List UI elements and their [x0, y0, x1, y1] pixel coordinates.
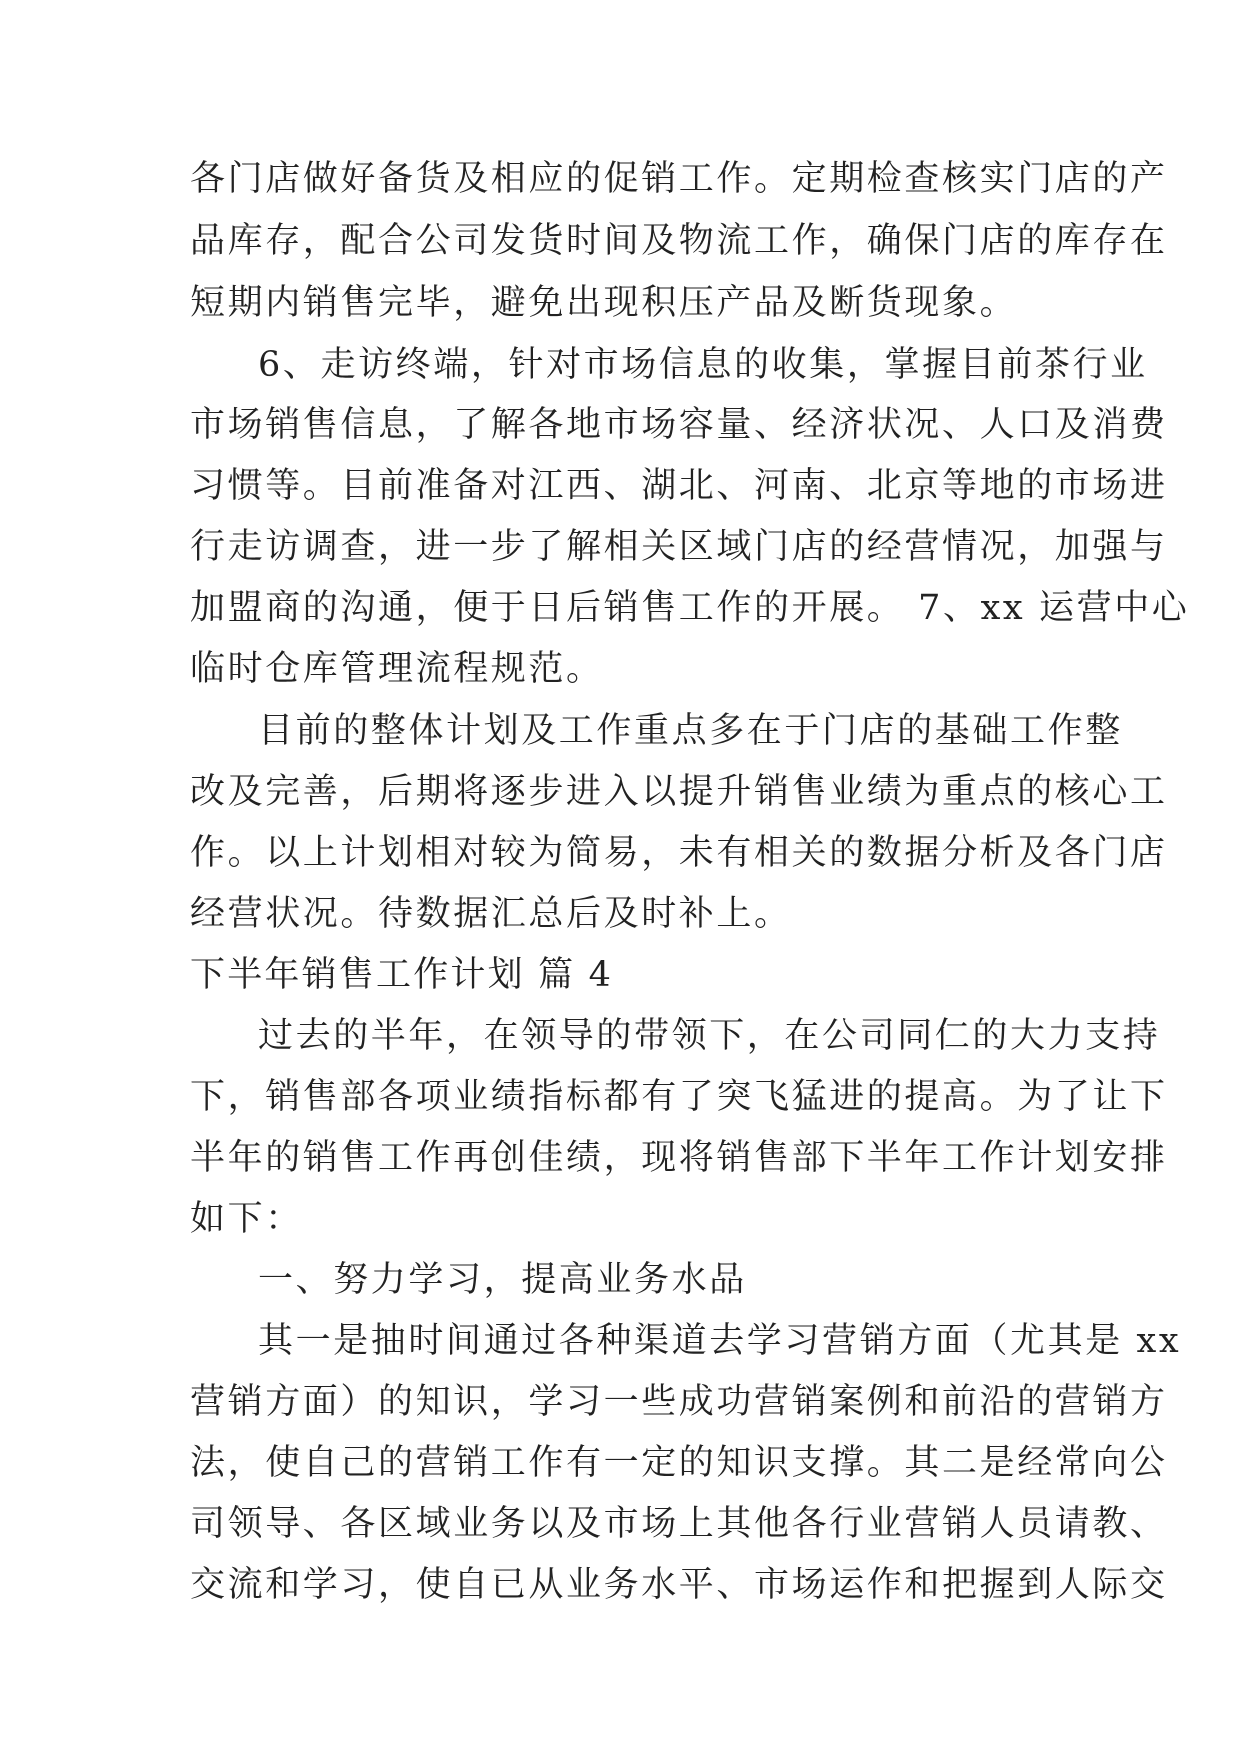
text-line: 其一是抽时间通过各种渠道去学习营销方面（尤其是 xx	[258, 1321, 1182, 1361]
text-line: 各门店做好备货及相应的促销工作。定期检查核实门店的产	[190, 159, 1168, 199]
text-line: 经营状况。待数据汇总后及时补上。	[190, 894, 792, 934]
section-heading: 下半年销售工作计划 篇 4	[190, 955, 614, 995]
text-line: 下，销售部各项业绩指标都有了突飞猛进的提高。为了让下	[190, 1077, 1168, 1117]
text-line: 加盟商的沟通，便于日后销售工作的开展。 7、xx 运营中心	[190, 588, 1190, 628]
text-line: 临时仓库管理流程规范。	[190, 649, 604, 689]
text-line: 作。以上计划相对较为简易，未有相关的数据分析及各门店	[190, 833, 1168, 873]
text-line: 司领导、各区域业务以及市场上其他各行业营销人员请教、	[190, 1504, 1168, 1544]
text-line: 短期内销售完毕，避免出现积压产品及断货现象。	[190, 283, 1018, 323]
text-line: 营销方面）的知识，学习一些成功营销案例和前沿的营销方	[190, 1382, 1168, 1422]
text-line: 行走访调查，进一步了解相关区域门店的经营情况，加强与	[190, 527, 1168, 567]
text-line: 6、走访终端，针对市场信息的收集，掌握目前茶行业	[258, 345, 1148, 385]
text-line: 法，使自己的营销工作有一定的知识支撑。其二是经常向公	[190, 1443, 1168, 1483]
text-line: 目前的整体计划及工作重点多在于门店的基础工作整	[258, 711, 1123, 751]
text-line: 改及完善，后期将逐步进入以提升销售业绩为重点的核心工	[190, 772, 1168, 812]
text-line: 如下：	[190, 1199, 303, 1239]
text-line: 过去的半年，在领导的带领下，在公司同仁的大力支持	[258, 1016, 1161, 1056]
text-line: 市场销售信息，了解各地市场容量、经济状况、人口及消费	[190, 405, 1168, 445]
subsection-heading: 一、努力学习，提高业务水品	[258, 1260, 747, 1300]
text-line: 习惯等。目前准备对江西、湖北、河南、北京等地的市场进	[190, 466, 1168, 506]
text-line: 品库存，配合公司发货时间及物流工作，确保门店的库存在	[190, 221, 1168, 261]
text-line: 交流和学习，使自已从业务水平、市场运作和把握到人际交	[190, 1565, 1168, 1605]
text-line: 半年的销售工作再创佳绩，现将销售部下半年工作计划安排	[190, 1138, 1168, 1178]
